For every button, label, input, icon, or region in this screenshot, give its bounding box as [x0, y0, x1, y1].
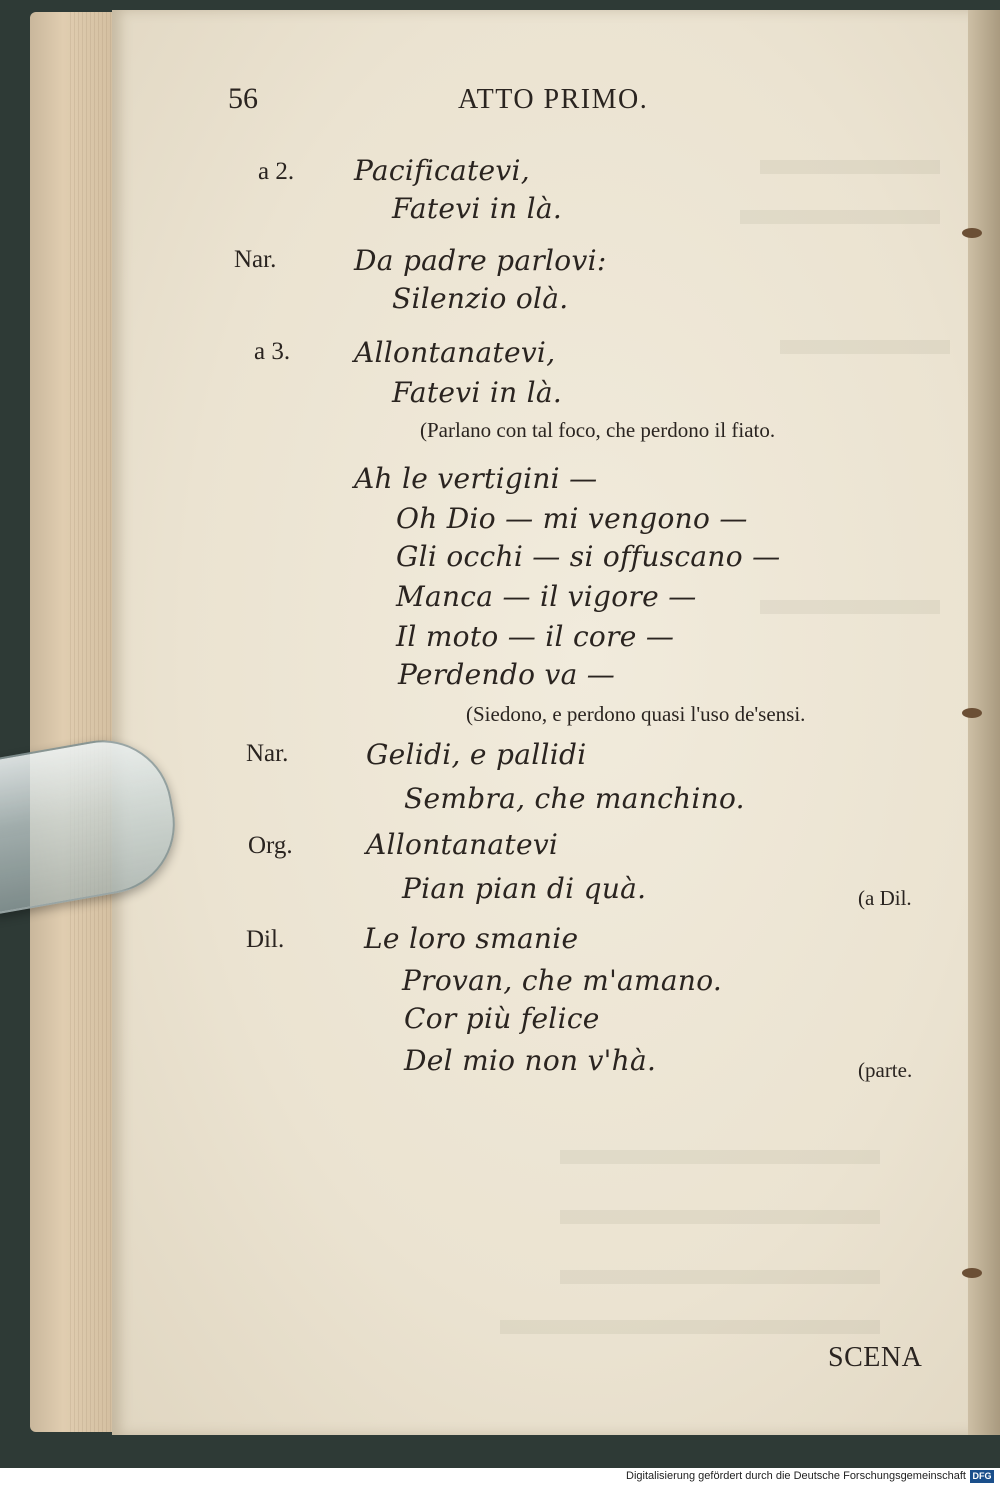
verse-line: Allontanatevi, — [354, 336, 556, 369]
verse-line: Ah le vertigini — — [354, 462, 598, 495]
stage-direction: (Parlano con tal foco, che perdono il fiato. — [420, 418, 776, 442]
verse-line: Le loro smanie — [364, 922, 579, 955]
stage-direction: (Siedono, e perdono quasi l'uso de'sensi. — [466, 702, 806, 726]
speaker-label: Nar. — [234, 246, 277, 273]
verse-line: Pian pian di quà. — [402, 872, 647, 905]
verse-line: Oh Dio — mi vengono — — [396, 502, 748, 535]
verse-line: Pacificatevi, — [354, 154, 531, 187]
binding-stitch — [962, 228, 982, 238]
verse-line: Gelidi, e pallidi — [366, 738, 587, 771]
verse-line: Perdendo va — — [398, 658, 616, 691]
verse-line: Da padre parlovi: — [354, 244, 607, 277]
dfg-logo: DFG — [970, 1470, 994, 1483]
footer-credit: Digitalisierung gefördert durch die Deutsche Forschungsgemeinschaft — [626, 1470, 966, 1482]
stage-aside: (a Dil. — [858, 886, 912, 910]
verse-line: Gli occhi — si offuscano — — [396, 540, 781, 573]
binding-stitch — [962, 1268, 982, 1278]
binding-stitch — [962, 708, 982, 718]
page-number: 56 — [228, 82, 258, 115]
verse-line: Provan, che m'amano. — [402, 964, 723, 997]
verse-line: Il moto — il core — — [396, 620, 675, 653]
speaker-label: Nar. — [246, 740, 289, 767]
verse-line: Sembra, che manchino. — [404, 782, 745, 815]
verse-line: Allontanatevi — [366, 828, 559, 861]
verse-line: Cor più felice — [404, 1002, 600, 1035]
verse-line: Del mio non v'hà. — [404, 1044, 657, 1077]
verse-line: Fatevi in là. — [392, 192, 563, 225]
verse-line: Fatevi in là. — [392, 376, 563, 409]
verse-line: Manca — il vigore — — [396, 580, 697, 613]
stage-aside: (parte. — [858, 1058, 913, 1082]
binding-gutter — [968, 10, 1000, 1435]
catchword: SCENA — [828, 1342, 923, 1373]
running-head: ATTO PRIMO. — [458, 84, 649, 115]
speaker-label: a 2. — [258, 158, 295, 185]
verse-line: Silenzio olà. — [392, 282, 569, 315]
speaker-label: Dil. — [246, 926, 285, 953]
speaker-label: Org. — [248, 832, 293, 859]
speaker-label: a 3. — [254, 338, 291, 365]
